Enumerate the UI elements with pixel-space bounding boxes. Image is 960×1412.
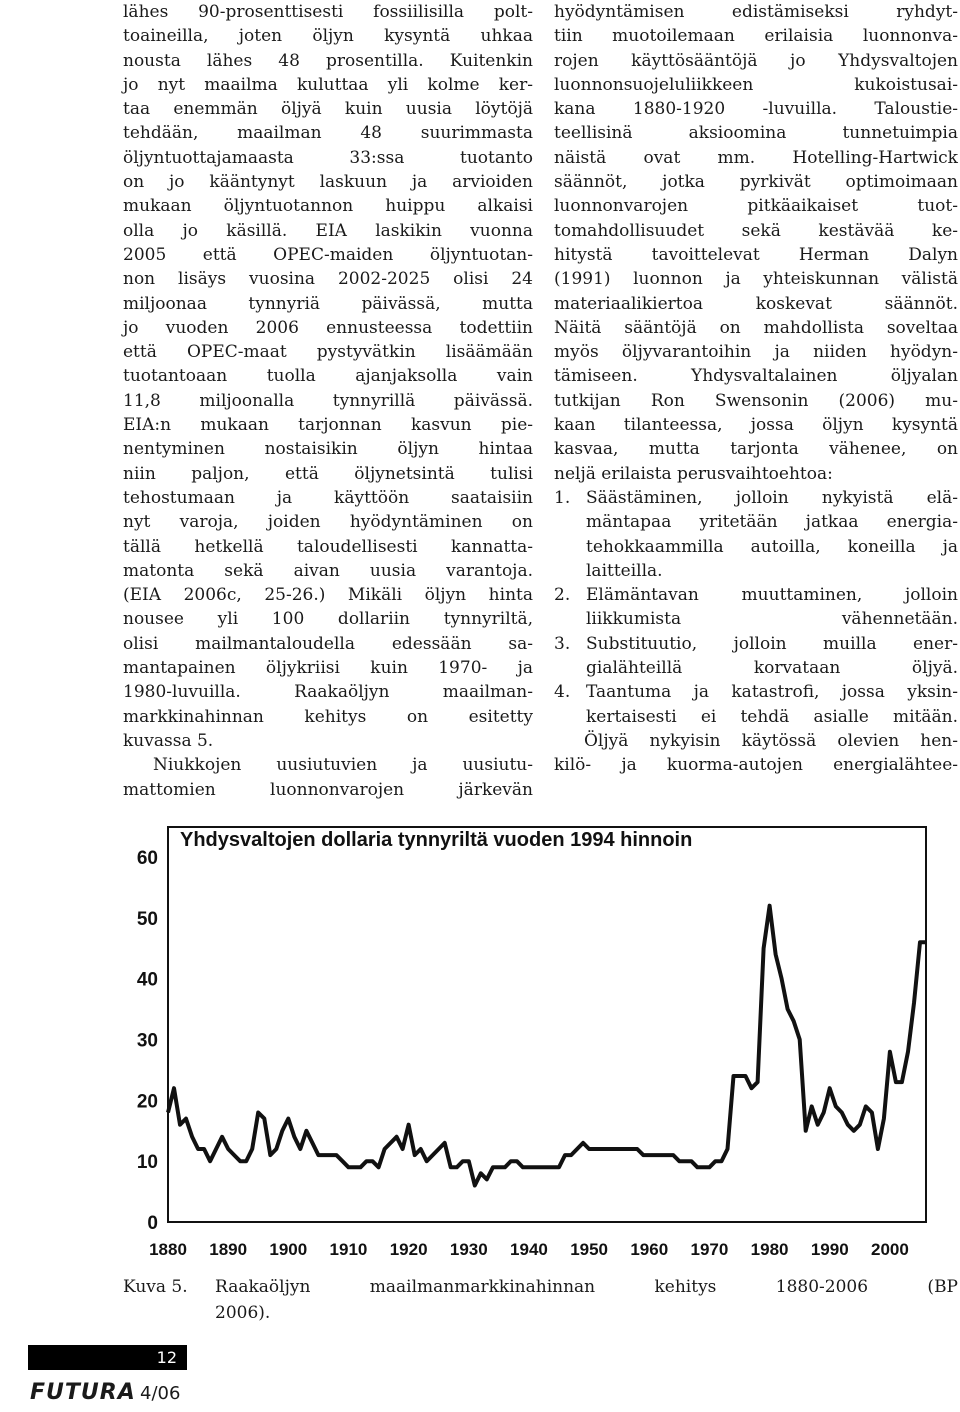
x-tick-label: 1940 [510,1240,548,1259]
text-line: Niukkojen uusiutuvien ja uusiutu- [153,755,533,776]
text-line: on jo kääntynyt laskuun ja arvioiden [123,172,533,193]
left-text-column [123,0,533,802]
text-line: olla jo käsillä. EIA laskikin vuonna [123,220,533,241]
text-line: tällä hetkellä taloudellisesti kannatta- [123,536,533,557]
text-line: luonnonsuojeluliikkeen kukoistusai- [554,74,958,95]
text-line: nyt varoja, joiden hyödyntäminen on [123,512,533,533]
text-line: tutkijan Ron Swensonin (2006) mu- [554,390,958,411]
x-tick-label: 1910 [329,1240,368,1259]
text-line: EIA:n mukaan tarjonnan kasvun pie- [123,415,533,436]
series-line [168,906,926,1186]
text-line: olisi mailmantaloudella edessään sa- [123,633,533,654]
plot-frame [168,827,926,1222]
text-line: niin paljon, että öljynetsintä tulisi [123,463,533,484]
text-line: jo nyt maailma kuluttaa yli kolme ker- [123,74,533,95]
y-tick-label: 50 [136,908,158,930]
y-tick-label: 40 [136,969,158,991]
x-tick-label: 1880 [149,1240,187,1259]
list-item-line: kertaisesti ei tehdä asialle mitään. [586,706,958,727]
text-line: tämiseen. Yhdysvaltalainen öljyalan [554,366,958,387]
chart-title: Yhdysvaltojen dollaria tynnyriltä vuoden 1994 hinnoin [180,829,693,851]
caption-line-2: 2006). [215,1303,271,1323]
text-line: toaineilla, joten öljyn kysyntä uhkaa [123,26,533,47]
text-line: rojen käyttösääntöjä jo Yhdysvaltojen [554,50,958,71]
text-line: myös öljyvarantoihin ja niiden hyödyn- [554,342,958,363]
y-tick-label: 10 [136,1152,158,1174]
y-tick-label: 0 [147,1213,158,1234]
list-item-line: gialähteillä korvataan öljyä. [586,658,958,679]
text-line: luonnonvarojen pitkäaikaiset tuot- [554,196,958,217]
magazine-logo: FUTURA [30,1380,136,1405]
list-item-number: 2. [554,585,571,606]
text-line: mantapainen öljykriisi kuin 1970- ja [123,658,533,679]
x-tick-label: 1890 [209,1240,248,1259]
text-line: 1980-luvuilla. Raakaöljyn maailman- [123,682,533,703]
text-line: nousta lähes 48 prosentilla. Kuitenkin [123,50,533,71]
text-line: nentyminen nostaisikin öljyn hintaa [123,439,533,460]
list-item-line [554,632,958,656]
y-tick-label: 60 [136,848,158,869]
text-line: kana 1880-1920 -luvuilla. Taloustie- [554,99,958,120]
x-tick-label: 1930 [449,1240,488,1259]
list-item-line: liikkumista vähennetään. [586,609,958,630]
text-line: öljyntuottajamaasta 33:ssa tuotanto [123,147,533,168]
text-line: (EIA 2006c, 25-26.) Mikäli öljyn hinta [123,585,533,606]
text-line: mukaan öljyntuotannon huippu alkaisi [123,196,533,217]
page-number: 12 [28,1345,187,1370]
x-tick-label: 1990 [810,1240,849,1259]
list-item-line: mäntapaa yritetään jatkaa energia- [586,512,958,533]
text-line: hitystä tavoittelevat Herman Dalyn [554,244,958,265]
text-line: jo vuoden 2006 ennusteessa todettiin [123,317,533,338]
list-item-text: Taantuma ja katastrofi, jossa yksin- [586,682,958,703]
text-line: kuvassa 5. [123,730,214,751]
text-line: taa enemmän öljyä kuin uusia löytöjä [123,99,533,120]
x-tick-label: 1950 [570,1240,609,1259]
list-item-text: Elämäntavan muuttaminen, jolloin [586,585,958,606]
text-line: non lisäys vuosina 2002-2025 olisi 24 [123,269,533,290]
text-line: hyödyntämisen edistämiseksi ryhdyt- [554,2,958,22]
text-line: tiin muotoilemaan erilaisia luonnonva- [554,26,958,47]
text-line: näistä ovat mm. Hotelling-Hartwick [554,147,958,168]
list-item-number: 4. [554,682,571,703]
x-tick-label: 1980 [750,1240,789,1259]
right-text-column [554,0,958,778]
list-item-text: Substituutio, jolloin muilla ener- [586,633,958,654]
caption-line-1: Raakaöljyn maailmanmarkkinahinnan kehitys 1880-2006 (BP [215,1277,958,1297]
text-line: neljä erilaista perusvaihtoehtoa: [554,463,833,484]
text-line: materiaalikiertoa koskevat säännöt. [554,293,958,314]
text-line: Näitä sääntöjä on mahdollista soveltaa [554,317,958,338]
list-item-line: laitteilla. [586,560,663,581]
list-item-text: Säästäminen, jolloin nykyistä elä- [586,487,958,508]
list-item-number: 1. [554,487,571,508]
x-tick-label: 1920 [389,1240,428,1259]
text-line: lähes 90-prosenttisesti fossiilisilla polt- [123,2,533,22]
text-line: mattomien luonnonvarojen järkevän [123,779,533,800]
price-chart-figure [128,822,938,1262]
text-line: teellisinä aksioomina tunnetuimpia [554,123,958,144]
text-line: matonta sekä aivan uusia varantoja. [123,560,533,581]
price-chart [128,822,938,1262]
text-line: tuotantoaan tuolla ajanjaksolla vain [123,366,533,387]
list-item-number: 3. [554,633,571,654]
text-line: tehostumaan ja käyttöön saataisiin [123,487,533,508]
text-line: (1991) luonnon ja yhteiskunnan välistä [554,269,958,290]
list-item-line [554,583,958,607]
x-tick-label: 2000 [870,1240,909,1259]
text-line: kaan tilanteessa, jossa öljyn kysyntä [554,415,958,436]
text-line: 2005 että OPEC-maiden öljyntuotan- [123,244,533,265]
x-tick-label: 1960 [630,1240,669,1259]
text-line: että OPEC-maat pystyvätkin lisäämään [123,342,533,363]
text-line: nousee yli 100 dollariin tynnyriltä, [123,609,533,630]
list-item-line [554,680,958,704]
text-line: säännöt, jotka pyrkivät optimoimaan [554,172,958,193]
y-tick-label: 30 [136,1030,158,1052]
text-line: 11,8 miljoonalla tynnyrillä päivässä. [123,390,533,411]
text-line: kilö- ja kuorma-autojen energialähtee- [554,755,958,776]
text-line: Öljyä nykyisin käytössä olevien hen- [584,730,958,751]
x-tick-label: 1900 [269,1240,308,1259]
list-item-line [554,486,958,510]
text-line: tomahdollisuudet sekä kestävää ke- [554,220,958,241]
text-line: kasvaa, mutta tarjonta vähenee, on [554,439,958,460]
issue-number: 4/06 [140,1383,181,1404]
y-tick-label: 20 [136,1091,158,1113]
x-tick-label: 1970 [690,1240,729,1259]
caption-label: Kuva 5. [123,1277,188,1297]
text-line: tehdään, maailman 48 suurimmasta [123,123,533,144]
list-item-line: tehokkaammilla autoilla, koneilla ja [586,536,958,557]
text-line: markkinahinnan kehitys on esitetty [123,706,533,727]
text-line: miljoonaa tynnyriä päivässä, mutta [123,293,533,314]
